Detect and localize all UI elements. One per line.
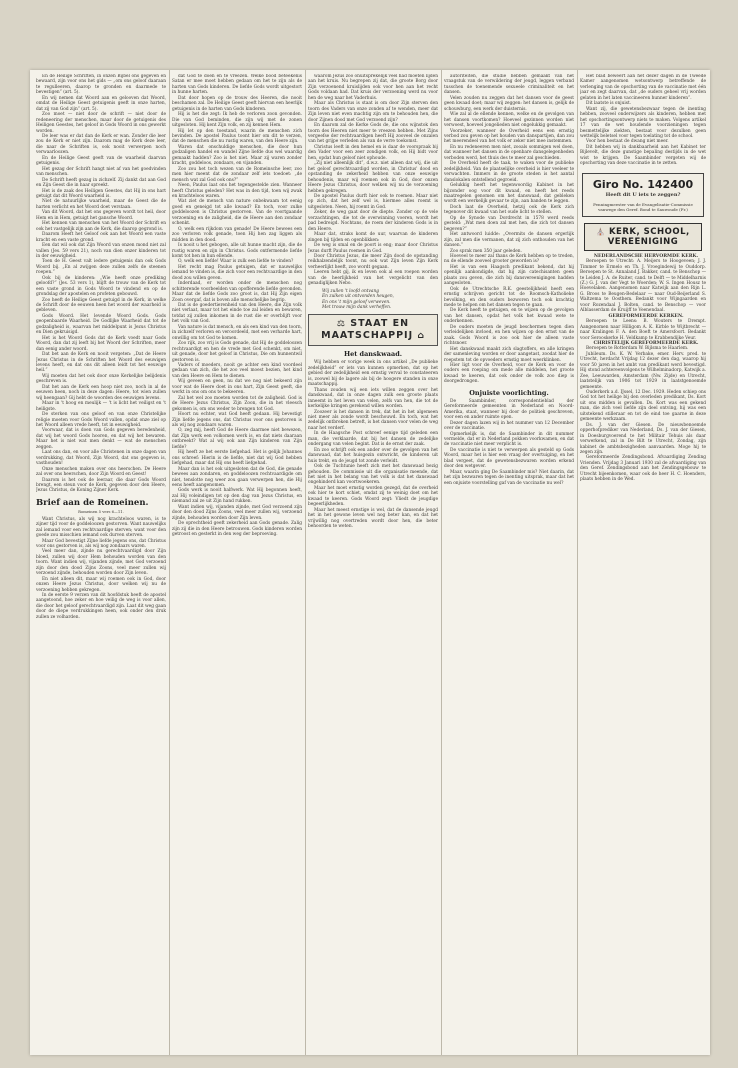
paragraph: Maar God bevestigt Zijne liefde jegens ons, dat Christus voor ons gestorven is, als wij nog zondaars waren.: [36, 538, 166, 549]
church-icon: ⛪: [596, 227, 606, 236]
paragraph: En nu redeneeren men niet, zooals sommigen wel doen, dat wanneer het dansen in de openbare dansgelegenheden verboden werd, het thuis des te meer zal geschieden.: [444, 144, 574, 161]
paragraph: Zal het wel zoo moeten worden tot de zaligheid. God is de Heere Jezus Christus, Zijn Zoon, die in het vleesch gekomen is, om ons weder te brengen tot God.: [172, 395, 302, 412]
paragraph: Wij moeten dat het ook door onze Kerkelijke belijdenis geschreven is.: [36, 373, 166, 385]
paragraph: En wij nemen dat Woord aan en gelooven dat Woord, omdat de Heilige Geest getuigenis geeft in onze harten, dat zij van God zijn” (art. 5).: [36, 95, 166, 112]
paragraph: Dit hebben wij in dankbaarheid aan het Kabinet ter Bijlevelt, die deze gunstige bepaling destijds in de wet wist te krijgen. De Saambinder vergeten wij de opschorting van deze vaccinatie in te zetten.: [580, 144, 706, 167]
paragraph: De vaccinatie is niet te verwerpen als gesteld op Gods Woord, maar het is hier een vraag der overtuiging, en het blad vergeet, dat de gewetensbezwaren worden erkend door den wetgever.: [444, 447, 574, 470]
paragraph: En de Heilige Geest geeft van de waarheid daarvan getuigenis.: [36, 155, 166, 167]
paragraph: Ouderkerk a.d. IJssel, 12 Dec. 1929. Heden schiep ons God tot het heilige bij den overleden predikant, Ds. Kort uit ons midden is gevallen. Ds. Kort was een gekend man, die zich veel liefde zijn deel ontving, hij was een uitstekend stilleraar en tot de eind toe gaarne in deze gemeente werkzaam.: [580, 390, 706, 423]
paragraph: Voorzeker, wanneer de Overheid eens een ernstig verbod zou geven op het houden van danspartijen, dan zou het meerendeel van het volk er zeker niet mee instemmen.: [444, 128, 574, 145]
poem-line: En zulken uit ontvonden heugen,: [322, 294, 394, 300]
paragraph: Het recht mag Paulus getuigen, dat er nauwelijks iemand te vinden is, die zich voor een rechtvaardige in den dood zou willen geven.: [172, 264, 302, 281]
paragraph: De Overheid heeft de taak, te waken voor de publieke zedelijkheid. Van de plaatselijke overheid is hier veeleer te verwachten. Immers in de groote steden is het aantal danslokalen ontstellend gegroeid.: [444, 161, 574, 183]
paragraph: Gods werk is nooit halfwerk. Wat Hij begonnen heeft, zal Hij voleindigen tot op den dag van Jezus Christus, en niemand zal ze uit Zijn hand rukken.: [172, 488, 302, 505]
article-heading-onjuiste-voorlichting: Onjuiste voorlichting.: [469, 388, 549, 397]
paragraph: Door Christus Jezus, die meer Zijn dood de opstanding reikhalzendelijk toont, nu ook wat Zijn leven Zijn Kerk verheerlijkt heeft, zoo wordt gegaan.: [308, 253, 438, 270]
church-section-heading: NEDERLANDSCHE HERVORMDE KERK.: [593, 253, 699, 259]
paragraph: De sterken van ons geloof en van onze Christelijke religie moeten voor Gods Woord vallen, opdat onze ziel op het Woord alleen vrede heeft, tot in eeuwigheid.: [36, 412, 166, 428]
paragraph: En de Heilige Schriften, in onzen Bijbel ons gegeven en bewaard, zijn voor ons het gids — „om ons geloof daaraan te regulleeren, daarop te gronden en daarmede te bevestigen” (art. 5).: [36, 74, 166, 96]
paragraph: Want indien wij, vijanden zijnde, met God verzoend zijn door den dood Zijns Zoons, veel meer zullen wij, verzoend zijnde, behouden worden door Zijn leven.: [172, 504, 302, 521]
paragraph: autoriteiten, die studie hebben gemaakt van het vraagstuk van de verwildering der jeugd, leggen verband tusschen de toenemende sexueele criminaliteit en het dansen.: [444, 74, 574, 96]
paragraph: Maar in 't hoog en meulijk — 't is licht het veiligst en 't heiligste.: [36, 401, 166, 412]
paragraph: dat God te doen en te vreezen. Welke bood beteekenis Satan er mee moet hebben gedaan om het te zijn als de harten van Gods kinderen. De liefde Gods wordt uitgestort in hunne harten.: [172, 74, 302, 96]
paragraph: O, welk een liefde! Waar is zulk een liefde te vinden?: [178, 259, 294, 265]
paragraph: Hoort nu echter, wat God heeft gedaan. Hij bevestigt Zijn liefde jegens ons, dat Christus voor ons gestorven is als wij nog zondaars waren.: [172, 412, 302, 428]
paragraph: Het antwoord luidde: „Overmits de dansen ergerlijk zijn, zal men die vermanen, dat zij zich onthouden van het dansen.”: [444, 232, 574, 249]
paragraph: Zoo zou het toch wezen van de Romeinsche leer, zoo men hier meent dat de zondaar zelf iets toedoet: „de mensch wat zal God ook ons?”: [172, 166, 302, 183]
paragraph: Dat bet aan de Kerk en nooit vergeten: „Dat de Heere Jezus Christus in de Schriften het Woord des eeuwigen levens heeft, en dat ons dit alleen leidt tot het eeuwige heil.”: [36, 352, 166, 374]
staat-en-maatschappij-banner: [308, 314, 438, 346]
column-rule: [305, 70, 306, 1055]
paragraph: Gelukkig heeft het tegenwoordig Kabinet in het bijzonder oog voor dit kwaad, en heeft het reeds maatregelen genomen om het danswaad, dat gebleken wordt een werkelijk gevaar te zijn, aan banden te leggen.: [444, 183, 574, 205]
paragraph: Ds. J. van der Giesen. De nieuwbenoemde opperhofprediker van Nederland, Ds. J. van der Giesen, in Doesburgvoerend te het Militair Tehuis als daar verwerkend, zal in De Bilt te Utrecht, Zondag, zijn kabinet de ambtsbezigheden aanvaarden. Moge hij te zegen zijn.: [580, 422, 706, 456]
paragraph: Van dit Woord, dat het ons gegeven wordt tot heil, door Hem en in Hem, getuigt het gansche Woord.: [36, 210, 166, 221]
column-4-article: [444, 399, 574, 486]
paragraph: De oprechtheid geeft zekerheid aan Gods genade. Zalig zijn zij die in den Heere betrouwen. Gods kinderen worden getroost en gesterkt in den weg der beproeving.: [172, 521, 302, 538]
paragraph: Want zij, die gewetensbezwaar tegen de inenting hebben, zooveel onderwijzers als kinderen, hebben met het opschortingsontwerp niets te maken. Volgens artikel 17 van de wet houdende voorzieningen tegen besmettelijke ziekten, bestaat voor dezulken geen wettelijk beletsel voor tegen toelating tot de school.: [580, 106, 706, 139]
paragraph: Zoo heeft de Heilige Geest getuigd in de Kerk, in welke de Schrift door de eeuwen heen het woord der waarheid is gebleven.: [36, 297, 166, 314]
paragraph: Zeker, de weg gaat door de diepte. Zonder op de vele verzachtingen, die tot de overwinning voeren, wordt het pad bedreigd. Nochtans, de roem der kinderen Gods is in den Heere.: [308, 210, 438, 232]
kerk-banner-title: KERK, SCHOOL, VEREENIGING: [607, 226, 690, 247]
paragraph: Maar het meest ernstige is wel, dat de dansende jeugd het in het gewone leven wel nog beter kan, en dat het vrijwillig nog overtreden wordt door hen, die beter behoorden te weten.: [308, 507, 438, 530]
paragraph: De ouders moeten de jeugd beschermen tegen dien verleidelijken invloed, en hen wijzen op den ernst van de zaak. Gods Woord is zoo ook hier de alleen vaste richtsnoer.: [444, 324, 574, 347]
paragraph: Het gezag der Schrift hangt niet af van het goedvinden van menschen.: [36, 166, 166, 178]
paragraph: Velen zouden nu zeggen dat het dansen voor de geest geen kwaad doet; maar wij zeggen: het dansen is, gelijk de schouwburg, een werk der duisternis.: [444, 95, 574, 112]
paragraph: „Zij niet alleenlijk dit”, d.w.z. niet alleen dat wij, die uit het geloof gerechtvaardigd worden, in Christus' dood en opstanding de zekerheid hebben van onze eeuwige behoudenis, maar wij roemen ook in God, door onzen Heere Jezus Christus, door welken wij nu de verzoening hebben gekregen.: [308, 161, 438, 194]
paragraph: Hier ligt voor de Overheid, voor de Kerk en voor de ouders een roeping om mede alle middelen, het groote kwaad te keeren, dat ook onder de volk zoo diep is doorgedrongen.: [444, 363, 574, 385]
paragraph: Zoo rijk, zoo vrij is Gods genade, dat Hij de goddeloozen rechtvaardigt en hen de vrede met God schenkt, om niet, uit genade, door het geloof in Christus, Die om hunnentwil gestorven is.: [172, 341, 302, 363]
paragraph: Gods Woord. Het levende Woord Gods. Gods geopenbaarde Waarheid. De Godlijke Waarheid dat tot de godzaligheid is, waarvan het middelpunt is Jezus Christus en Dien gekruisigd.: [36, 313, 166, 336]
paragraph: Opmerkelijk is, dat de Saambinder in dit nummer vermelde, dat er in Nederland pokken voorkwamen, en dat de vaccinatie niet meer verplicht is.: [444, 431, 574, 448]
column-3-body: [308, 74, 438, 287]
paragraph: Waren dat onschuldige menschen, die door hun godzaligen handel en wandel Zijne liefde dus wel waardig gemaakt hadden? Zoo is het niet. Maar zij waren zonder kracht, goddeloos, zondaars, en vijanden.: [172, 144, 302, 167]
poem-line: Wij zullen 't loofd ontvang: [322, 288, 379, 294]
paragraph: En niet alleen dit, maar wij roemen ook in God, door onzen Heere Jezus Christus, door welken wij nu de verzoening hebben gekregen.: [36, 576, 166, 593]
paragraph: Het kennen van menschen van het Woord der Schrift en ook het vastgelijk zijn aan de Kerk, die daarop gegrond is.: [36, 221, 166, 232]
paragraph: Voorwaar, dat is doen van Gods gegeven beredenheid, dat wij het woord Gods hooren, en dat wij het bewaren. Maar het is niet wat men denkt — wat de menschen zeggen.: [36, 428, 166, 450]
house-icon: ⌂: [417, 331, 425, 342]
paragraph: Maar, waarin ging De Saambinder mis? Niet daarin, dat het zijn bezwaren tegen de inenting uitsprak, maar dat het een onjuiste voorstelling gaf van de vaccinatie nu wel?: [444, 469, 574, 486]
column-rule: [577, 70, 578, 1055]
paragraph: Neen, Paulus laat ons het tegengestelde zien. Wanneer heeft Christus geleden? Het was in den tijd, toen wij zwak en krachteloos waren.: [172, 183, 302, 199]
paragraph: Leeren hebt gij, ik en leven ook al een roepen worden van de heerlijkheid van het vergelicht van den genadiglijken Nebo.: [308, 270, 438, 287]
paragraph: Hoeveel te meer zal thans de Kerk hebben op te treden, nu de ellende zooveel grooter geworden is?: [444, 253, 574, 265]
paragraph: O, welk een rijkdom van genade! De Heere bewees een zoo verloren volk genade, toen Hij hen zag liggen als midden in den dood.: [172, 226, 302, 243]
paragraph: O, zeg mij, heeft God de Heere daarmee niet bewezen, dat Zijn werk een volkomen werk is, en dat niets daaraan ontbreekt? Wat al wij ook aan Zijn kinderen van Zijn liefde?: [172, 428, 302, 450]
paragraph: Zoozeer is het dansen in trek, dat het in het algemeen niet meer als zonde wordt beschouwd. En toch, wat het zedelijk ontbreken betreft, is het dansen voor velen de weg naar het verderf.: [308, 409, 438, 431]
paragraph: Hij heeft ze het eerste liefgehad. Het is gelijk Johannes ons schreef: Hierin is de liefde, niet dat wij God hebben liefgehad, maar dat Hij ons heeft liefgehad.: [172, 450, 302, 467]
paragraph: Wat ziet de mensch van nature onbekwaam tot eenig goed en geneigd tot alle kwaad? En toch, voor zulke goddeloozen is Christus gestorven. Van de voortgaande verzoening en de zaligheid, die de Heere aan den zondaar schenkt.: [172, 199, 302, 227]
paragraph: Onze menschen maken over ons heerschen. De Heere zal over ons heerschen, door Zijn Woord en Geest!: [36, 466, 166, 478]
paragraph: Het is het Woord Gods dat de Kerk voedt naar Gods Woord, dan dat zij leeft bij het Woord der Schriften, meer dan eenig ander woord.: [36, 335, 166, 352]
column-5-body: [580, 74, 706, 167]
banner-title: STAAT EN MAATSCHAPPIJ: [321, 318, 414, 342]
column-4-body: [444, 74, 574, 385]
column-1: [36, 74, 166, 1049]
paragraph: Ook de Utrechtsche R.K. geestelijkheid heeft een ernstig schrijven gericht tot de Roomsch-Katholieke bevolking, en den ouders bezworen toch ook krachtig mede te helpen om het dansen tegen te gaan.: [444, 286, 574, 309]
paragraph: En daarom zal de Kerke Gods de, die ons wijnstok den toorn des Heeren niet meer te vreezen hebben. Met Zijns vergeefse der rechtvaardigen heeft Hij zooveel de onzalen van het grijpe verleden als van de verre toekomst.: [308, 123, 438, 145]
paragraph: Een dat wil ook dat Zijn Woord van onzen mond niet zal vallen (Jes. 59 vers 21), noch van dien onzer kinderen tot in der eeuwigheid.: [36, 243, 166, 259]
paragraph: Thans zouden wij een iets willen zeggen over het danskwaad, dat in onze dagen zulk een groote plaats inneemt in het leven van velen, zelfs van hen, die tot de kerkelijke kringen gerekend willen worden.: [308, 387, 438, 410]
paragraph: Inderdaad, er worden onder de menschen nog schitterende voorbeelden van opofferende liefde gevonden. Maar dat de liefde Gods zoo groot is, dat Hij Zijn eigen Zoon overgaf, dat is boven alle menschelijke begrip.: [172, 281, 302, 303]
paragraph: Jubileum. Ds. K. W. Verbake, emer. Herv. pred. te Utrecht, herdacht Vrijdag 12 dezer den dag, waarop hij voor 50 jaren in het ambt van predikant werd bevestigd. Hij stond achtereenvolgens te Wilhelminadorp, Katwijk a. Zee, Leeuwarden, Amsterdam (Nw. Zijde) en Utrecht, laatstelijk van 1906 tot 1929 in laatstgenoemde gemeente.: [580, 351, 706, 390]
church-section-heading: CHRISTELIJK GEREFORMEERDE KERK.: [593, 340, 699, 346]
column-2: [172, 74, 302, 1049]
giro-advertisement: [582, 173, 704, 217]
column-3: [308, 74, 438, 1049]
paragraph: De apostel Paulus durft hier ook te roemen. Maar niet op zich, dat het zelf wel is, hiermee alles roemt is uitgesloten. Neen, hij roemt in God.: [308, 193, 438, 210]
article-subheading-romeinen: Romeinen 5 vers 6—11.: [78, 508, 124, 514]
paragraph: Wij hebben er vorige week in ons artikel „De publieke zedelijkheid” er iets van kunnen opmerken, dat op het gebied der zedelijkheid een ernstig verval te constateeren is, zoowel bij de lagere als bij de hoogere standen in onze maatschappij.: [308, 360, 438, 388]
paragraph: Christus leeft in den hemel en is daar de voorspraak bij den Vader voor een zeer zondigen volk, en Hij bidt voor hen, opdat hun geloof niet ophoude.: [308, 144, 438, 161]
paragraph: Niet de natuurlijke waarheid, maar de Geest die de harten verlicht en het Woord doet verstaan.: [36, 199, 166, 210]
paragraph: Het blad beweert aan het dezer dagen in de Tweede Kamer aangenomen wetsontwerp betreffende de verlenging van de opschorting van de vaccinatie met één jaar en zegt daarvan, dat „de ouders geheel vrij worden gelaten in het laten vaccineeren hunner kinderen”.: [580, 74, 706, 101]
paragraph: Dat door hopen op de trouw des Heeren, die nooit beschamen zal. De Heilige Geest geeft hiervan een heerlijk getuigenis in de harten van Gods kinderen.: [172, 95, 302, 112]
paragraph: De Saambinder, correspondentieblad der Gereformeerde gemeenten in Nederland en Noord-Amerika, staat, wanneer bij door de politiek geschreven, voor een en ander ruimte open.: [444, 398, 574, 421]
paragraph: Ook de Tuchtunie heeft zich met het danswaad bezig gehouden. De commissie uit die organisatie meende, dat het niet in het belang van het volk is dat het danswaad ongehinderd kan voortwoekeren.: [308, 464, 438, 486]
newspaper-page: [30, 70, 710, 1055]
paragraph: Want Christus, als wij nog krachteloos waren, is te zijner tijd voor de goddeloozen gestorven. Want nauwelijks zal iemand voor een rechtvaardige sterven; want voor den goede zou misschien iemand ook durven sterven.: [36, 516, 166, 539]
paragraph: Maar dan is het ook uitgesloten dat de God, die genade bewees aan zondaren, en goddeloozen rechtvaardigde om niet, tenslotte nog weer zou gaan verwerpen hen, die Hij eens heeft aangenomen.: [172, 466, 302, 488]
column-1-article: [36, 517, 166, 621]
kerk-school-vereeniging-banner: [584, 223, 702, 251]
paragraph: Daarom is het ook de leeraar, die daar Gods Woord brengt, een steun voor de Kerk, gegeven door den Heere, Jezus Christus, de Koning Zijner Kerk.: [36, 477, 166, 494]
paragraph: Dezer dagen lazen wij in het nummer van 12 December over de vaccinatie.: [444, 420, 574, 432]
poem-line: Met trouw mijn dank verheffen.: [322, 305, 392, 311]
church-section-text: Beroepen te Rotterdam W. Bijlsma te Haarlem.: [586, 346, 689, 352]
paragraph: Dat is de goedertierenheid van den Heere, die Zijn volk niet verlaat, maar tot het einde toe zal leiden en bewaren, totdat zij zullen inkomen in de rust die er overblijft voor het volk van God.: [172, 303, 302, 325]
poem-block: [308, 289, 438, 311]
paragraph: Het danskwaad maakt zich slagtoffers, en alle kringen der samenleving worden er door aangetast, zoodat hier de roepstem tot de opvoeders ernstig moet weerklinken.: [444, 346, 574, 363]
church-section-text: Beroepen te Utrecht: A. Meijers te Hoogeveen; J. J. Timmer te Ermelo en Th. J. Vroegindewij te Ouddorp. Beroepen te St. Annaland J. Bakker, cand. te Benschop — te Leiden J. A. de Ruiter, cand. te Delft — te Middelharnis (Z.) G. J. van der Vegt te Woerden; W. S. Ingen Housz te Hoevelaken. Aangenomen naar Katwijk aan den Rijn L. G. Broos te Beugen-Bedelaar — naar Oud-Beijerland S. Waltzema te Oosthem. Bedankt voor Wijngaarden en voor Rozendaal J. Bolten, cand. te Benschop — voor Alblasserdam de Kruijff te Veenendaal.: [580, 259, 706, 314]
paragraph: Dat het aan de Kerk een hoop niet zoo, noch in al de eeuwen heen, noch in deze dagen: Heere, tot wien zullen wij heengaan? Gij hebt de woorden des eeuwigen levens.: [36, 384, 166, 401]
giro-subtitle: Heeft dit U iets te zeggen?: [605, 191, 681, 198]
paragraph: Voor hen bestaat de dwang niet meer.: [586, 139, 669, 145]
column-2-body: [172, 74, 302, 538]
paragraph: Op de Synode van Dordrecht in 1578 werd reeds gesteld: „Wat men doen zal met hen, die zich tot dansen begeven?”: [444, 215, 574, 232]
paragraph: Veel meer dan, zijnde nu gerechtvaardigd door Zijn bloed, zullen wij door Hem behouden worden van den toorn. Want indien wij, vijanden zijnde, met God verzoend zijn door den dood Zijns Zoons, veel meer zullen wij verzoend zijnde, behouden worden door Zijn leven.: [36, 549, 166, 577]
paragraph: In de eerste 9 verzen van dit hoofdstuk heeft de apostel aangetoond, hoe zeker en hoe veilig de weg is voor allen, die door het geloof gerechtvaardigd zijn. Laat dit weg gaan door de diepe verdrukkingen heen, ook onder den druk zullen ze volharden.: [36, 593, 166, 620]
paragraph: Wij geveen en geen, nu dat we nog niet bekeerd zijn voor wat de Heere doet in ons hart, Zijn Geest geeft, die werkt in ons om ons te bekeeren.: [172, 379, 302, 396]
paragraph: De weg is smal en de poort is eng; maar door Christus Jezus durft Paulus roemen in God.: [308, 243, 438, 254]
article-heading-danskwaad: Het danskwaad.: [343, 350, 402, 359]
giro-description: Penningmeester van de Evangelisatie-Commissie vanwege den Geref. Bond te Sauwoude (Fr.): [593, 201, 693, 212]
poem-line: En ons 't mijn geloof verweven.: [322, 299, 391, 305]
paragraph: Het is de zaak des Heiligen Geestes, dat Hij in ons hart getuigt dat dit Woord waarheid is.: [36, 188, 166, 199]
paragraph: De leer was er dat dan de Kerk er wan. Zonder die leer zou de Kerk er niet zijn. Daarom mag de Kerk deze leer, die naar de Schriften is, ook nooit verwerpen noch verwaarloozen.: [36, 133, 166, 156]
paragraph: De Kerk heeft te getuigen, en te wijzen op de gevolgen van het dansen, opdat het volk het kwaad wete te onderkennen.: [444, 308, 574, 325]
paragraph: Dit laatste is onjuist.: [586, 101, 632, 107]
church-section-text: Beroepen te Leens: B. Wouters te Drempt. Aangenomen naar Hilligom A. K. Kirble te Wijtbrecht — naar Kralingen F. A. den Boeft te Amersfoort. Bedankt voor Serooskerke H. Veldkamp te Krabbendijke Veur.: [580, 319, 706, 341]
paragraph: Zoo moet — niet door de schrift — niet door de redeneering der menschen, maar door de getuigenis des Heiligen Geestes, het geloof in Gods Woord in ons gewerkt worden.: [36, 112, 166, 134]
article-heading-romeinen: Brief aan de Romeinen.: [36, 497, 149, 508]
paragraph: Daarom Heeft het Geloof ook aan het Woord een vaste kracht en een vaste grond.: [36, 232, 166, 243]
column-4: [444, 74, 574, 1049]
paragraph: Laat ons dan, en voor alle Christenen in onze dagen van verdrukking, dat Woord, Zijn Woord, dat ons gegeven is, vasthouden!: [36, 450, 166, 467]
paragraph: Maar als Christus is staat is om door Zijn sterven den toorn des Vaders van onze zonden af te wenden, meer dat Zijn leven niet even machtig zijn om te behouden hen, die door Zijnen dood met God verzoend zijn?: [308, 101, 438, 123]
church-section-heading: GEREFORMEERDE KERKEN.: [608, 313, 684, 319]
paragraph: Maar het moet ernstig worden gezegd, dat de overheid ook hier te kort schiet, omdat zij te weinig doet om het kwaad te keeren. Gods Woord zegt: Vliedt de jeugdige begeerlijkheden.: [308, 485, 438, 508]
church-news-sections: [580, 254, 706, 352]
giro-title: Giro No. 142400: [592, 177, 694, 191]
column-5: [580, 74, 706, 1049]
paragraph: Hij let op den toestand, waarin de menschen zich bevinden. De apostel Paulus toont hier om dit te verzen, dat de menschen die nu rustig waren, van den Heere zijn.: [172, 128, 302, 145]
paragraph: Ook bij de kinderen: „Wie heeft onze prediking geloofd?” (Jes. 53 vers 1), blijft de trouw van de Kerk tot een vaste grond in Gods Woord te vindend en op de grondslag der apostelen en profeten gebouwd.: [36, 275, 166, 298]
column-rule: [441, 70, 442, 1055]
paragraph: Vaders of moeders, nooit ge achter een kind voordeel gedaan van zich, die het zoo veel moest bezien, het kind van den Heere en Hem te dienen.: [172, 363, 302, 379]
church-news-notes: [580, 352, 706, 483]
paragraph: Maar dat, straks komt de uur, waarvan de kinderen zingen bij tijden en ogenblikken:: [308, 232, 438, 243]
scales-icon: ⚖: [336, 319, 346, 330]
paragraph: Doch laat de Overheid, hetzij ook de Kerk zich tegenover dit kwaad van het oude licht te stellen.: [444, 204, 574, 216]
column-1-body: [36, 74, 166, 494]
paragraph: Van nature is dat mensch, en als een kind van den toorn, in zichzelf verloren en veroordeeld, met een verharde hart, onwillig om tot God te komen.: [172, 324, 302, 341]
paragraph: Toen de H. Geest valt iedere getuigenis dan ook Gods Woord bij. „En al zwijgen deze zullen zelfs de steenen roepen.”: [36, 259, 166, 276]
paragraph: Is nooit u het gebogen, alle uit hunne macht zijn, die de rustig waren en zijn in Christus. Gods ontfermende liefde komt tot hen in hun ellende.: [172, 243, 302, 259]
paragraph: De Schrift heeft gezag in zichzelf. Zij dankt dat aan God en Zijn Geest die in haar spreekt.: [36, 177, 166, 189]
paragraph: Het is van een Haagsch predikant bekend, dat hij openlijk aankondigde, dat hij zijn catechisanten geen plaats zou geven, die zich bij dansvereenigingen hadden aangesloten.: [444, 264, 574, 287]
paragraph: In de Haagsche Post schreef eenige tijd geleden een man, die verklaarde, dat bij het dansen de zedelijke ondergang van velen begint. Dat is de ernst der zaak.: [308, 431, 438, 448]
paragraph: Gereformeerde Zendingsbond. Afvaardiging Zending Vrienden. Vrijdag 3 Januari 1930 zal de afvaardiging van den Geref. Zendingsbond aan het Zendingsgebouw te Utrecht bijeenkomen, waar ook de heer H. C. Hoenders, plaats hebben in de Wed.: [580, 455, 706, 483]
paragraph: waarom Jezus zoo onuitsprekelijk veel had moeten lijden aan het kruis. Nu begrepen zij dat, die groote Borg door Zijn verzoenend kruislijden ook voor hen aan het recht Gods voldaan had. Dat kruis der verzoening werd nu voor hen de weg naar het Vaderhuis.: [308, 74, 438, 101]
paragraph: Hij is het die zegt: Ik heb de verloren zoon gevonden. Die van God beminden, die zijn wij met de zonen uitgesloten. Hij kent Zijn volk, en zij kennen Hem.: [172, 112, 302, 129]
paragraph: Wie zal al de ellende kennen, welke en de gevolgen van het dansen voortkomen? Hoeveel gezinnen worden niet verwoest, hoeveel jongelieden niet ongelukkig gemaakt.: [444, 112, 574, 129]
column-rule: [169, 70, 170, 1055]
paragraph: Zoo sprak men 350 jaar geleden.: [450, 248, 522, 254]
column-3-article: [308, 360, 438, 529]
paragraph: En zoo schrijft ook een ander over de gevolgen van het danswaad, dat het huisgezin ontwricht, de kinderen uit huis trekt, en de jeugd tot zonde verleidt.: [308, 447, 438, 464]
